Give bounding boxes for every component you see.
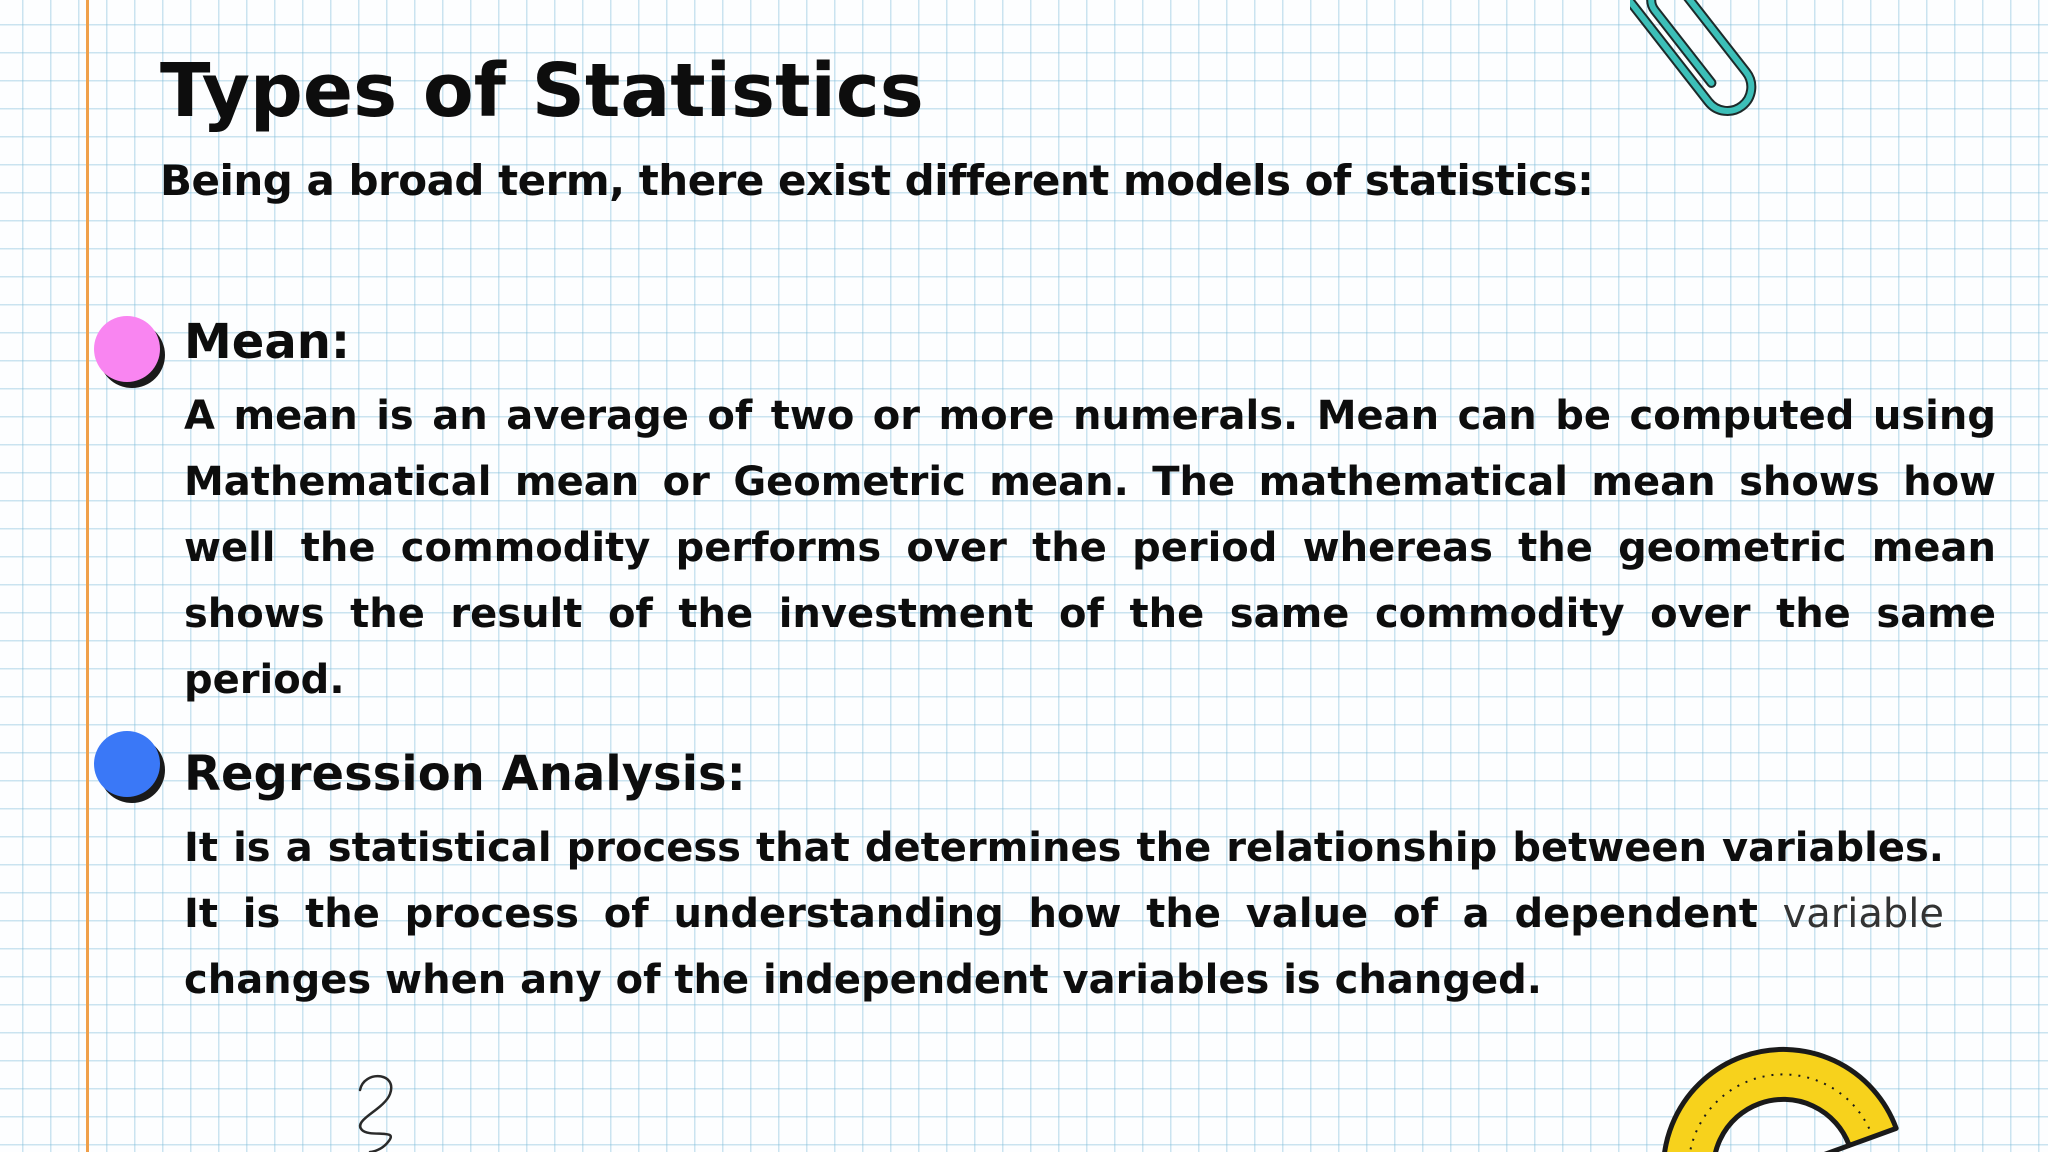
section-title-mean: Mean: <box>184 314 351 370</box>
protractor-icon <box>1640 1010 1920 1152</box>
bullet-dot-mean <box>94 316 160 382</box>
page-title: Types of Statistics <box>160 48 924 134</box>
paperclip-icon <box>1630 0 1780 130</box>
section-body-mean: A mean is an average of two or more numerals. Mean can be computed using Mathematical mean or Geometric mean. The mathematical mean shows how well the commodity performs over the period whereas the geometric mean shows the result of the investment of the same commodity over the same period. <box>184 393 1996 703</box>
regression-body-text-2: changes when any of the independent variables is changed. <box>184 957 1542 1003</box>
bullet-dot-regression <box>94 731 160 797</box>
regression-body-text-1: It is a statistical process that determines the relationship between variables. It is the process of understanding how the value of a dependent <box>184 825 1944 937</box>
page-subtitle: Being a broad term, there exist different models of statistics: <box>160 156 1594 205</box>
section-body-regression <box>184 815 1944 1013</box>
regression-body-highlight: variable <box>1782 891 1944 937</box>
notebook-margin-line <box>86 0 89 1152</box>
squiggle-icon <box>340 1068 420 1152</box>
section-title-regression: Regression Analysis: <box>184 746 746 802</box>
